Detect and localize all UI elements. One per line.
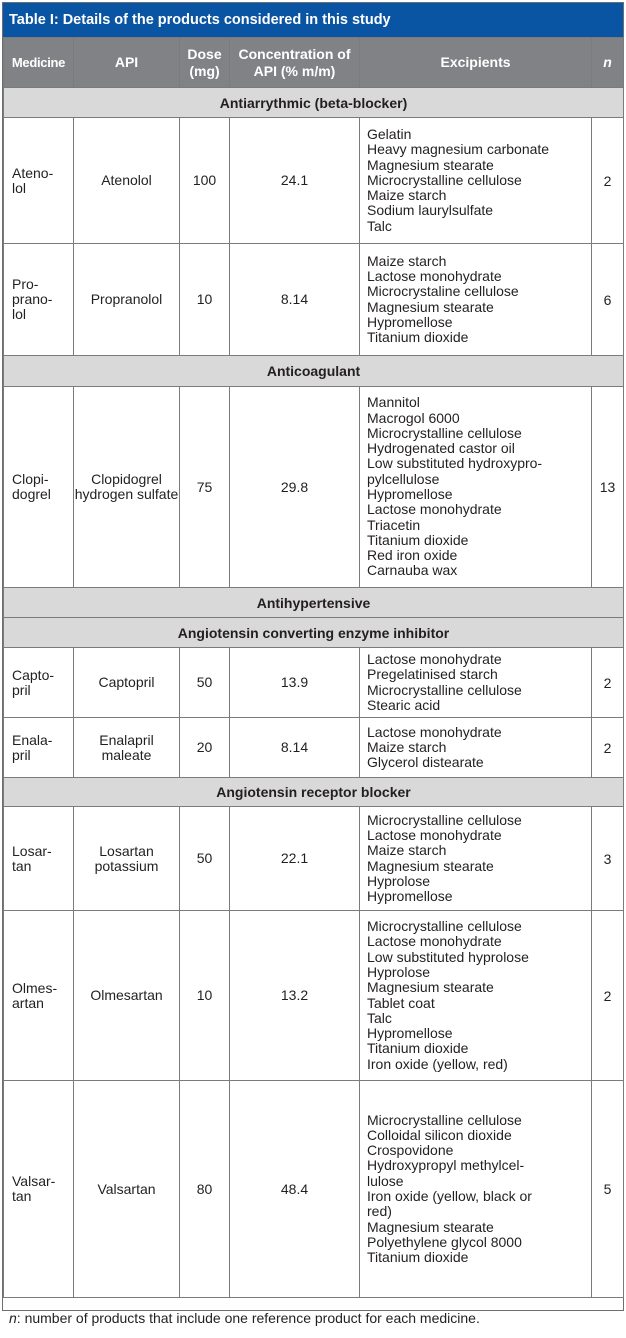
excipient-item: Hydrogenated castor oil: [367, 440, 515, 457]
excipient-item: Sodium laurylsulfate: [367, 202, 494, 219]
excipient-item: Microcrystalline cellulose: [367, 681, 522, 698]
header-excipients: Excipients: [360, 38, 592, 88]
excipient-item: red): [367, 1203, 392, 1220]
excipient-item: Magnesium stearate: [367, 1218, 494, 1235]
excipient-item: Lactose monohydrate: [367, 501, 502, 518]
excipient-item: Titanium dioxide: [367, 329, 469, 346]
concentration-cell: 8.14: [230, 244, 360, 356]
excipient-item: Microcrystalline cellulose: [367, 918, 522, 935]
n-cell: 2: [592, 648, 624, 718]
excipient-item: Lactose monohydrate: [367, 650, 502, 667]
excipient-item: Lactose monohydrate: [367, 267, 502, 284]
excipient-item: Microcrystaline cellulose: [367, 283, 519, 300]
medicine-cell: Capto- pril: [4, 648, 74, 718]
table-row: [4, 807, 624, 911]
excipient-item: Hypromellose: [367, 888, 453, 905]
excipient-item: Crospovidone: [367, 1142, 454, 1159]
api-cell: Atenolol: [74, 118, 180, 244]
excipient-item: Microcrystalline cellulose: [367, 811, 522, 828]
api-cell: Enalapril maleate: [74, 718, 180, 778]
table-container: [2, 2, 624, 1326]
excipient-item: Colloidal silicon dioxide: [367, 1126, 512, 1143]
excipient-item: Iron oxide (yellow, red): [367, 1055, 508, 1072]
excipients-cell: [360, 387, 592, 588]
excipient-item: Titanium dioxide: [367, 531, 469, 548]
header-concentration: Concentration of API (% m/m): [230, 38, 360, 88]
n-cell: 2: [592, 911, 624, 1081]
concentration-cell: 13.9: [230, 648, 360, 718]
excipient-item: Gelatin: [367, 125, 412, 142]
excipient-item: Lactose monohydrate: [367, 723, 502, 740]
table-row: [4, 1081, 624, 1298]
table-row: [4, 911, 624, 1081]
excipient-item: Hypromellose: [367, 1025, 453, 1042]
excipient-item: Maize starch: [367, 842, 447, 859]
excipient-item: Hypromellose: [367, 486, 453, 502]
concentration-cell: 48.4: [230, 1081, 360, 1298]
excipient-item: Lactose monohydrate: [367, 933, 502, 950]
medicine-cell: Ateno- lol: [4, 118, 74, 244]
medicine-cell: Pro- prano- lol: [4, 244, 74, 356]
api-cell: Clopidogrel hydrogen sulfate: [74, 387, 180, 588]
concentration-cell: 29.8: [230, 387, 360, 588]
table-row: [4, 387, 624, 588]
excipient-item: Carnauba wax: [367, 562, 458, 579]
excipient-item: Titanium dioxide: [367, 1249, 469, 1266]
excipient-item: Macrogol 6000: [367, 409, 460, 426]
dose-cell: 10: [180, 911, 230, 1081]
excipient-item: Hyprolose: [367, 963, 431, 980]
table-body: [4, 88, 624, 1298]
excipient-item: Maize starch: [367, 187, 447, 204]
excipient-item: Red iron oxide: [367, 547, 458, 564]
excipient-item: Maize starch: [367, 738, 447, 755]
category-label: Antihypertensive: [4, 588, 624, 618]
header-n: n: [592, 38, 624, 88]
excipients-cell: [360, 718, 592, 778]
dose-cell: 50: [180, 807, 230, 911]
dose-cell: 80: [180, 1081, 230, 1298]
n-cell: 2: [592, 718, 624, 778]
category-label: Angiotensin receptor blocker: [4, 778, 624, 807]
table-row: [4, 648, 624, 718]
concentration-cell: 8.14: [230, 718, 360, 778]
excipient-item: Mannitol: [367, 394, 420, 411]
excipient-item: Iron oxide (yellow, black or: [367, 1188, 532, 1204]
excipient-item: Magnesium stearate: [367, 156, 494, 173]
table-row: [4, 244, 624, 356]
footnote: [3, 1298, 623, 1338]
concentration-cell: 13.2: [230, 911, 360, 1081]
header-medicine: Medicine: [4, 38, 74, 88]
excipient-item: Lactose monohydrate: [367, 826, 502, 843]
excipient-item: Titanium dioxide: [367, 1040, 469, 1057]
excipient-item: Stearic acid: [367, 696, 441, 713]
header-row: [4, 38, 624, 88]
excipient-item: Hypromellose: [367, 313, 453, 330]
excipient-item: Magnesium stearate: [367, 857, 494, 874]
excipient-item: Low substituted hydroxypro-: [367, 455, 543, 472]
excipients-cell: [360, 1081, 592, 1298]
excipient-item: Triacetin: [367, 516, 421, 533]
n-cell: 2: [592, 118, 624, 244]
excipient-item: Maize starch: [367, 252, 447, 269]
medicine-cell: Olmes- artan: [4, 911, 74, 1081]
category-row: [4, 778, 624, 807]
category-row: [4, 356, 624, 387]
n-cell: 5: [592, 1081, 624, 1298]
excipient-item: Low substituted hyprolose: [367, 948, 529, 965]
excipient-item: Tablet coat: [367, 994, 435, 1011]
table-title: Table I: Details of the products considered in this study: [3, 3, 623, 37]
dose-cell: 75: [180, 387, 230, 588]
n-cell: 13: [592, 387, 624, 588]
excipients-cell: [360, 807, 592, 911]
concentration-cell: 22.1: [230, 807, 360, 911]
excipient-item: Magnesium stearate: [367, 979, 494, 996]
excipient-item: Microcrystalline cellulose: [367, 424, 522, 441]
footnote-text: : number of products that include one reference product for each medicine.: [16, 1310, 480, 1326]
excipient-item: Glycerol distearate: [367, 754, 484, 771]
medicine-cell: Valsar- tan: [4, 1081, 74, 1298]
excipient-item: Polyethylene glycol 8000: [367, 1233, 522, 1250]
api-cell: Captopril: [74, 648, 180, 718]
excipient-item: Talc: [367, 1009, 392, 1026]
category-label: Angiotensin converting enzyme inhibitor: [4, 618, 624, 648]
excipient-item: Pregelatinised starch: [367, 666, 498, 683]
n-cell: 3: [592, 807, 624, 911]
api-cell: Losartan potassium: [74, 807, 180, 911]
excipient-item: Heavy magnesium carbonate: [367, 141, 550, 158]
dose-cell: 50: [180, 648, 230, 718]
excipient-item: lulose: [367, 1172, 404, 1189]
excipient-item: Magnesium stearate: [367, 298, 494, 315]
excipient-item: pylcellulose: [367, 470, 440, 487]
excipients-cell: [360, 648, 592, 718]
category-label: Antiarrythmic (beta-blocker): [4, 88, 624, 118]
api-cell: Olmesartan: [74, 911, 180, 1081]
table-row: [4, 718, 624, 778]
api-cell: Valsartan: [74, 1081, 180, 1298]
dose-cell: 10: [180, 244, 230, 356]
medicine-cell: Losar- tan: [4, 807, 74, 911]
dose-cell: 20: [180, 718, 230, 778]
category-row: [4, 618, 624, 648]
excipient-item: Microcrystalline cellulose: [367, 171, 522, 188]
header-dose: Dose (mg): [180, 38, 230, 88]
category-label: Anticoagulant: [4, 356, 624, 387]
excipients-cell: [360, 911, 592, 1081]
n-cell: 6: [592, 244, 624, 356]
category-row: [4, 88, 624, 118]
header-api: API: [74, 38, 180, 88]
products-table: [3, 37, 624, 1298]
dose-cell: 100: [180, 118, 230, 244]
medicine-cell: Enala- pril: [4, 718, 74, 778]
api-cell: Propranolol: [74, 244, 180, 356]
excipient-item: Hydroxypropyl methylcel-: [367, 1157, 525, 1174]
excipient-item: Microcrystalline cellulose: [367, 1111, 522, 1128]
excipients-cell: [360, 244, 592, 356]
table-row: [4, 118, 624, 244]
category-row: [4, 588, 624, 618]
footnote-symbol: n: [9, 1310, 17, 1326]
excipient-item: Hyprolose: [367, 872, 431, 889]
concentration-cell: 24.1: [230, 118, 360, 244]
excipients-cell: [360, 118, 592, 244]
excipient-item: Talc: [367, 217, 392, 234]
medicine-cell: Clopi- dogrel: [4, 387, 74, 588]
